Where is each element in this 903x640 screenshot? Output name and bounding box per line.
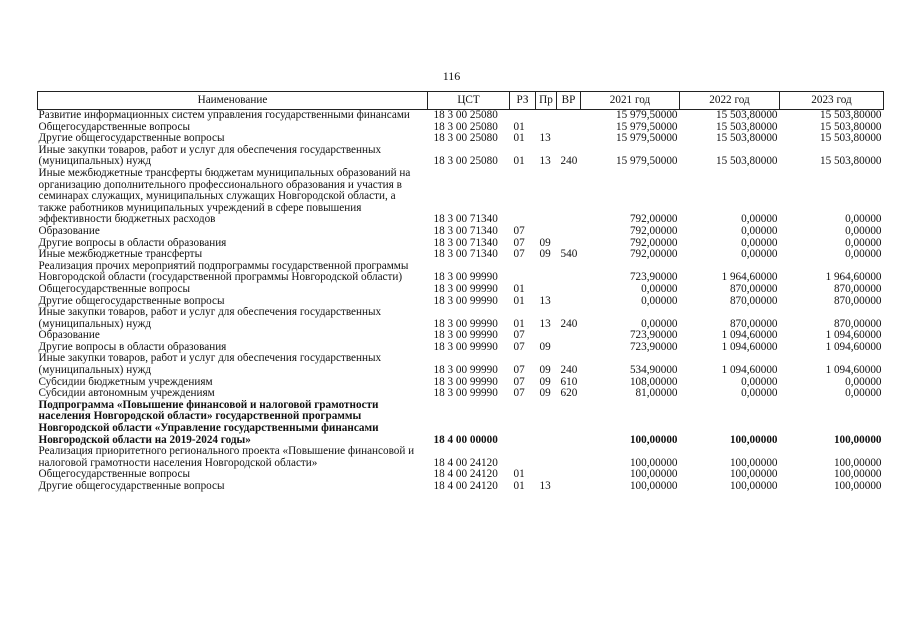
row-pr: [536, 122, 557, 134]
table-row: [38, 122, 884, 134]
row-vr: [557, 261, 581, 284]
table-header-row: [38, 92, 884, 110]
row-2023: 1 094,60000: [825, 330, 882, 342]
row-cst: 18 3 00 99990: [433, 364, 498, 377]
row-name: Образование: [38, 225, 100, 237]
row-rz: 01: [513, 283, 525, 295]
table-row: [38, 446, 884, 469]
table-row: [38, 400, 884, 446]
row-cst: 18 4 00 24120: [433, 481, 498, 492]
row-vr: [557, 284, 581, 296]
row-rz: 07: [513, 364, 525, 377]
table-row: [38, 330, 884, 342]
row-rz: [510, 168, 536, 226]
row-rz: [510, 446, 536, 469]
row-pr: [536, 226, 557, 238]
row-name: Другие общегосударственные вопросы: [38, 295, 225, 307]
row-vr: [557, 110, 581, 122]
row-cst: 18 3 00 25080: [433, 155, 498, 168]
row-rz: 07: [513, 225, 525, 237]
row-cst: 18 3 00 99990: [433, 376, 498, 388]
row-2023: 0,00000: [845, 376, 882, 388]
row-vr: [557, 133, 581, 145]
row-name: Общегосударственные вопросы: [38, 283, 191, 295]
row-2023: 15 503,80000: [819, 155, 882, 168]
row-pr: [536, 110, 557, 122]
row-2021: 100,00000: [629, 456, 678, 469]
row-2023: 0,00000: [845, 213, 882, 226]
row-2022: 1 964,60000: [721, 271, 778, 284]
row-rz: 07: [513, 376, 525, 388]
row-2021: 792,00000: [629, 237, 678, 249]
row-pr: [536, 261, 557, 284]
row-vr: [557, 481, 581, 493]
row-name: Иные закупки товаров, работ и услуг для обеспечения государственных (муниципальных) нужд: [38, 144, 382, 168]
row-pr: 13: [539, 481, 551, 492]
row-name: Иные закупки товаров, работ и услуг для обеспечения государственных (муниципальных) нужд: [38, 307, 382, 330]
row-2021: 792,00000: [629, 249, 678, 261]
row-2022: 0,00000: [741, 376, 778, 388]
row-name: Подпрограмма «Повышение финансовой и налоговой грамотности населения Новгородской области» государственной программы Новгородской области «Управление государственными финансами Новгородской области на 2019-2024 годы»: [38, 399, 379, 446]
row-name: Реализация приоритетного регионального проекта «Повышение финансовой и налоговой грамотности населения Новгородской области»: [38, 446, 415, 469]
page-number: 116: [442, 69, 461, 83]
row-vr: 240: [560, 155, 578, 168]
row-cst: 18 3 00 99990: [433, 283, 498, 295]
row-cst: 18 3 00 71340: [433, 249, 498, 261]
table-row: [38, 133, 884, 145]
row-2021: 100,00000: [629, 433, 678, 446]
row-2021: 723,90000: [629, 271, 678, 284]
row-2022: 15 503,80000: [715, 155, 778, 168]
row-cst: 18 3 00 71340: [433, 225, 498, 237]
row-vr: 240: [560, 317, 578, 330]
row-2022: 15 503,80000: [715, 109, 778, 121]
table-row: [38, 226, 884, 238]
header-vr: ВР: [557, 92, 581, 110]
header-pr: Пр: [536, 92, 557, 110]
row-2023: 100,00000: [833, 433, 882, 446]
row-2021: 81,00000: [635, 388, 678, 400]
row-2021: 0,00000: [641, 317, 678, 330]
row-cst: 18 3 00 99990: [433, 388, 498, 400]
row-name: Общегосударственные вопросы: [38, 121, 191, 133]
row-2022: 870,00000: [729, 317, 778, 330]
row-2023: 100,00000: [833, 481, 882, 492]
table-row: [38, 261, 884, 284]
row-2021: 534,90000: [629, 364, 678, 377]
row-2021: 15 979,50000: [615, 155, 678, 168]
row-rz: 07: [513, 341, 525, 353]
table-row: [38, 469, 884, 481]
row-2021: 15 979,50000: [615, 133, 678, 145]
row-2021: 792,00000: [629, 225, 678, 237]
row-name: Другие общегосударственные вопросы: [38, 481, 225, 492]
row-2022: 15 503,80000: [715, 133, 778, 145]
row-2022: 100,00000: [729, 469, 778, 481]
row-pr: 09: [539, 388, 551, 400]
row-vr: [557, 226, 581, 238]
row-2023: 100,00000: [833, 469, 882, 481]
row-2021: 0,00000: [641, 295, 678, 307]
row-pr: 09: [539, 364, 551, 377]
row-rz: 01: [513, 295, 525, 307]
row-name: Образование: [38, 330, 100, 342]
row-2021: 723,90000: [629, 330, 678, 342]
row-2021: 100,00000: [629, 481, 678, 492]
row-2021: 792,00000: [629, 213, 678, 226]
row-cst: 18 3 00 25080: [433, 133, 498, 145]
row-cst: 18 4 00 00000: [433, 433, 498, 446]
row-pr: [536, 284, 557, 296]
table-row: [38, 296, 884, 308]
row-rz: 07: [513, 237, 525, 249]
row-rz: 01: [513, 469, 525, 481]
row-vr: [557, 469, 581, 481]
row-rz: 01: [513, 133, 525, 145]
row-2023: 1 094,60000: [825, 364, 882, 377]
row-2022: 0,00000: [741, 237, 778, 249]
row-name: Другие вопросы в области образования: [38, 341, 227, 353]
row-cst: 18 3 00 25080: [433, 109, 498, 121]
row-2023: 15 503,80000: [819, 133, 882, 145]
row-name: Развитие информационных систем управления государственными финансами: [38, 109, 410, 121]
table-row: [38, 238, 884, 250]
row-cst: 18 3 00 71340: [433, 237, 498, 249]
row-vr: 540: [560, 249, 578, 261]
row-2023: 0,00000: [845, 237, 882, 249]
row-pr: [536, 469, 557, 481]
row-rz: 01: [513, 481, 525, 492]
row-rz: 07: [513, 330, 525, 342]
row-2023: 100,00000: [833, 456, 882, 469]
table-row: [38, 307, 884, 330]
table-row: [38, 145, 884, 168]
row-rz: 07: [513, 249, 525, 261]
row-name: Иные межбюджетные трансферты: [38, 249, 203, 261]
table-row: [38, 168, 884, 226]
header-rz: РЗ: [510, 92, 536, 110]
row-2022: 1 094,60000: [721, 330, 778, 342]
row-name: Реализация прочих мероприятий подпрограммы государственной программы Новгородской области (государственной программы Новгородской области): [38, 260, 409, 284]
row-vr: [557, 122, 581, 134]
row-vr: 610: [560, 376, 578, 388]
row-pr: 13: [539, 155, 551, 168]
table-row: [38, 377, 884, 389]
row-2021: 15 979,50000: [615, 121, 678, 133]
row-2022: 0,00000: [741, 213, 778, 226]
header-2023: 2023 год: [780, 92, 884, 110]
row-2022: 100,00000: [729, 433, 778, 446]
row-vr: [557, 238, 581, 250]
row-name: Другие общегосударственные вопросы: [38, 133, 225, 145]
row-pr: 13: [539, 295, 551, 307]
row-2022: 15 503,80000: [715, 121, 778, 133]
row-2021: 108,00000: [629, 376, 678, 388]
row-2021: 723,90000: [629, 341, 678, 353]
row-2022: 870,00000: [729, 283, 778, 295]
row-2023: 0,00000: [845, 249, 882, 261]
row-cst: 18 3 00 99990: [433, 271, 498, 284]
row-2022: 0,00000: [741, 388, 778, 400]
table-row: [38, 353, 884, 376]
row-rz: [510, 400, 536, 446]
row-vr: [557, 296, 581, 308]
row-cst: 18 4 00 24120: [433, 456, 498, 469]
row-cst: 18 3 00 99990: [433, 295, 498, 307]
row-pr: 13: [539, 317, 551, 330]
row-2023: 15 503,80000: [819, 109, 882, 121]
table-row: [38, 284, 884, 296]
row-name: Другие вопросы в области образования: [38, 237, 227, 249]
row-rz: 01: [513, 317, 525, 330]
row-name: Субсидии бюджетным учреждениям: [38, 376, 213, 388]
row-2023: 0,00000: [845, 388, 882, 400]
row-vr: [557, 400, 581, 446]
row-vr: [557, 342, 581, 354]
row-name: Субсидии автономным учреждениям: [38, 388, 215, 400]
row-2023: 15 503,80000: [819, 121, 882, 133]
row-rz: 01: [513, 121, 525, 133]
header-2021: 2021 год: [581, 92, 680, 110]
row-name: Иные межбюджетные трансферты бюджетам муниципальных образований на организацию дополнительного профессионального образования и участия в семинарах служащих, муниципальных служащих Новгородской области, а также работников муниципальных учреждений в сфере повышения эффективности бюджетных расходов: [38, 167, 411, 226]
table-row: [38, 388, 884, 400]
row-2021: 15 979,50000: [615, 109, 678, 121]
row-2022: 100,00000: [729, 481, 778, 492]
table-row: [38, 481, 884, 493]
row-2023: 1 094,60000: [825, 341, 882, 353]
row-pr: [536, 400, 557, 446]
row-cst: 18 3 00 99990: [433, 341, 498, 353]
row-vr: [557, 330, 581, 342]
row-pr: [536, 168, 557, 226]
row-2023: 1 964,60000: [825, 271, 882, 284]
row-rz: [510, 261, 536, 284]
row-pr: 09: [539, 249, 551, 261]
row-name: Общегосударственные вопросы: [38, 469, 191, 481]
row-pr: 09: [539, 376, 551, 388]
row-vr: [557, 168, 581, 226]
row-pr: 13: [539, 133, 551, 145]
row-pr: [536, 446, 557, 469]
row-2023: 0,00000: [845, 225, 882, 237]
row-rz: 07: [513, 388, 525, 400]
row-pr: 09: [539, 341, 551, 353]
row-vr: 620: [560, 388, 578, 400]
row-cst: 18 3 00 25080: [433, 121, 498, 133]
row-name: Иные закупки товаров, работ и услуг для обеспечения государственных (муниципальных) нужд: [38, 353, 382, 377]
table-row: [38, 342, 884, 354]
row-cst: 18 3 00 99990: [433, 317, 498, 330]
row-vr: [557, 446, 581, 469]
row-2023: 870,00000: [833, 295, 882, 307]
row-2022: 1 094,60000: [721, 364, 778, 377]
row-2022: 1 094,60000: [721, 341, 778, 353]
row-2022: 0,00000: [741, 249, 778, 261]
row-pr: 09: [539, 237, 551, 249]
table-row: [38, 110, 884, 122]
row-2021: 100,00000: [629, 469, 678, 481]
header-cst: ЦСТ: [428, 92, 510, 110]
row-2023: 870,00000: [833, 317, 882, 330]
row-cst: 18 4 00 24120: [433, 469, 498, 481]
row-rz: 01: [513, 155, 525, 168]
budget-table: [37, 91, 884, 493]
header-name: Наименование: [38, 92, 428, 110]
row-2022: 100,00000: [729, 456, 778, 469]
row-pr: [536, 330, 557, 342]
row-2022: 870,00000: [729, 295, 778, 307]
row-2022: 0,00000: [741, 225, 778, 237]
row-rz: [510, 110, 536, 122]
row-2023: 870,00000: [833, 283, 882, 295]
row-cst: 18 3 00 71340: [433, 213, 498, 226]
row-vr: 240: [560, 364, 578, 377]
header-2022: 2022 год: [680, 92, 780, 110]
table-row: [38, 249, 884, 261]
row-cst: 18 3 00 99990: [433, 330, 498, 342]
row-2021: 0,00000: [641, 283, 678, 295]
